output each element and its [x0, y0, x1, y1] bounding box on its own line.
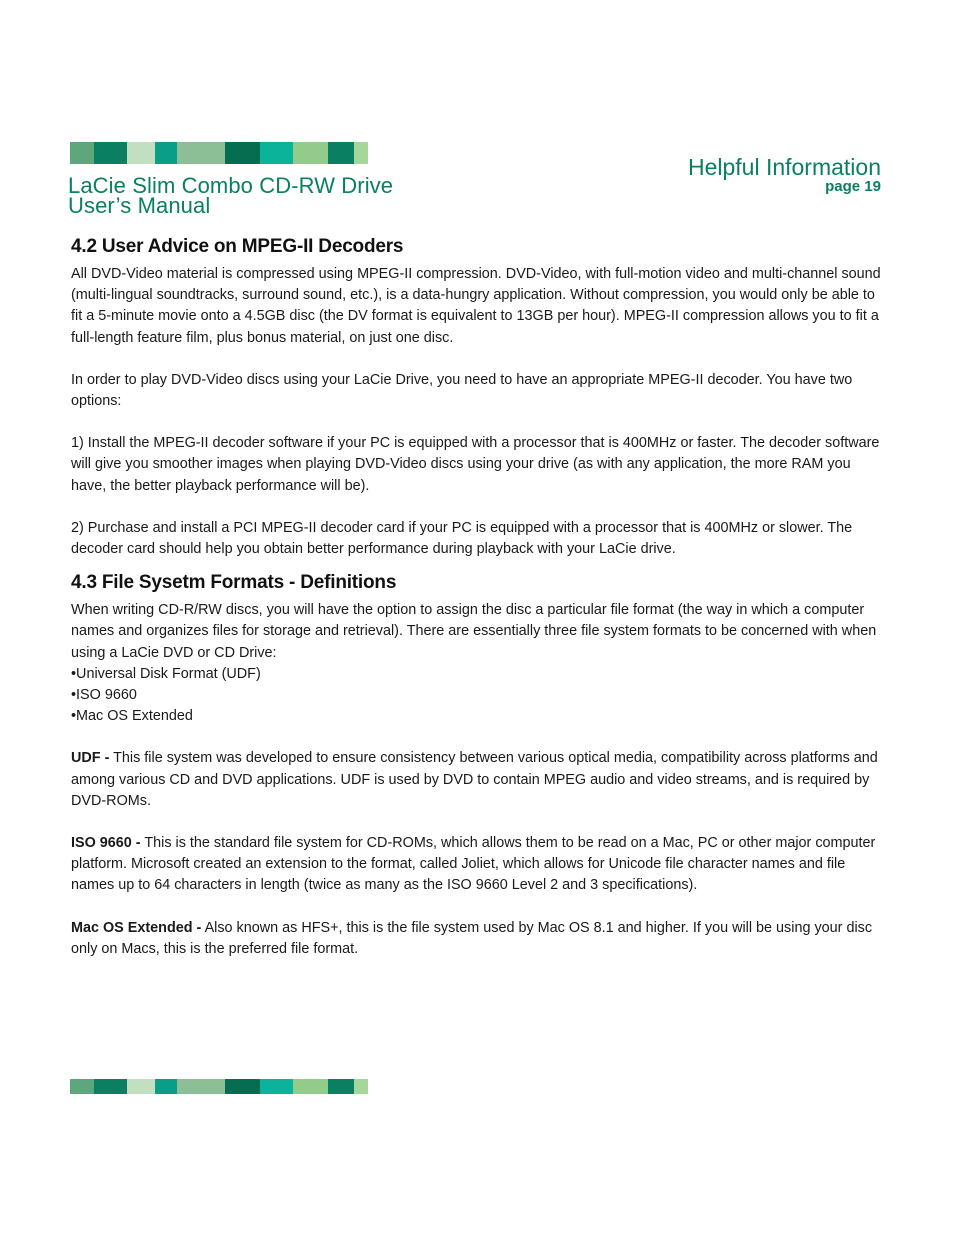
section-4-3-heading: 4.3 File Sysetm Formats - Definitions	[71, 572, 397, 594]
document-title	[68, 173, 394, 218]
section-4-2-heading: 4.2 User Advice on MPEG-II Decoders	[71, 236, 404, 257]
stripe-block	[70, 142, 94, 164]
udf-definition	[71, 748, 883, 812]
definition-term: Mac OS Extended -	[71, 919, 202, 936]
stripe-block	[225, 1079, 260, 1094]
document-title-line1: LaCie Slim Combo CD-RW Drive	[68, 173, 394, 198]
page-content	[71, 236, 883, 981]
paragraph: 2) Purchase and install a PCI MPEG-II decoder card if your PC is equipped with a processor that is 400MHz or slower. The decoder card should help you obtain better performance during playback with your LaCie drive.	[71, 519, 853, 558]
stripe-block	[177, 1079, 225, 1094]
stripe-block	[177, 142, 225, 164]
file-format-list	[71, 664, 883, 728]
list-item: • Universal Disk Format (UDF)	[71, 664, 883, 685]
stripe-block	[293, 1079, 328, 1094]
section-heading: Helpful Information	[687, 154, 881, 180]
definition-text: Also known as HFS+, this is the file system used by Mac OS 8.1 and higher. If you will be using your disc only on Macs, this is the preferred file format.	[71, 919, 873, 957]
stripe-block	[260, 1079, 293, 1094]
definition-text: This is the standard file system for CD-ROMs, which allows them to be read on a Mac, PC or other major computer platform. Microsoft created an extension to the format, called Joliet, which allows for Unicode file character names and file names up to 64 characters in length (twice as many as the ISO 9660 Level 2 and 3 specifications).	[71, 835, 876, 894]
paragraph: In order to play DVD-Video discs using your LaCie Drive, you need to have an appropriate MPEG-II decoder. You have two options:	[71, 371, 853, 410]
stripe-block	[155, 1079, 177, 1094]
stripe-block	[94, 142, 127, 164]
stripe-block	[328, 142, 354, 164]
stripe-block	[155, 142, 177, 164]
document-title-line2: User’s Manual	[68, 193, 211, 218]
stripe-block	[354, 1079, 368, 1094]
stripe-block	[127, 142, 155, 164]
paragraph: When writing CD-R/RW discs, you will have the option to assign the disc a particular file format (the way in which a computer names and organizes files for storage and retrieval). There are essentially three file system formats to be concerned with when using a LaCie DVD or CD Drive:	[71, 602, 877, 661]
iso-definition	[71, 833, 883, 897]
stripe-block	[225, 142, 260, 164]
stripe-block	[260, 142, 293, 164]
stripe-block	[293, 142, 328, 164]
stripe-block	[328, 1079, 354, 1094]
mac-definition	[71, 918, 883, 960]
list-item: • Mac OS Extended	[71, 706, 883, 727]
definition-term: ISO 9660 -	[71, 835, 141, 852]
footer-color-stripe	[70, 1079, 368, 1094]
stripe-block	[70, 1079, 94, 1094]
paragraph: All DVD-Video material is compressed using MPEG-II compression. DVD-Video, with full-motion video and multi-channel sound (multi-lingual soundtracks, surround sound, etc.), is a data-hungry application. Without compression, you would only be able to fit a 5-minute movie onto a 4.5GB disc (the DV format is equivalent to 13GB per hour). MPEG-II compression allows you to fit a full-length feature film, plus bonus material, on just one disc.	[71, 266, 881, 346]
paragraph: 1) Install the MPEG-II decoder software if your PC is equipped with a processor that is 400MHz or faster. The decoder software will give you smoother images when playing DVD-Video discs using your drive (as with any application, the more RAM you have, the better playback performance will be).	[71, 435, 880, 494]
stripe-block	[354, 142, 368, 164]
page-number: page 19	[825, 178, 881, 195]
stripe-block	[94, 1079, 127, 1094]
list-item: • ISO 9660	[71, 685, 883, 706]
definition-text: This file system was developed to ensure consistency between various optical media, compatibility across platforms and among various CD and DVD applications. UDF is used by DVD to contain MPEG audio and video streams, and is required by DVD-ROMs.	[71, 750, 878, 809]
header-color-stripe	[70, 142, 368, 164]
stripe-block	[127, 1079, 155, 1094]
definition-term: UDF -	[71, 750, 110, 767]
